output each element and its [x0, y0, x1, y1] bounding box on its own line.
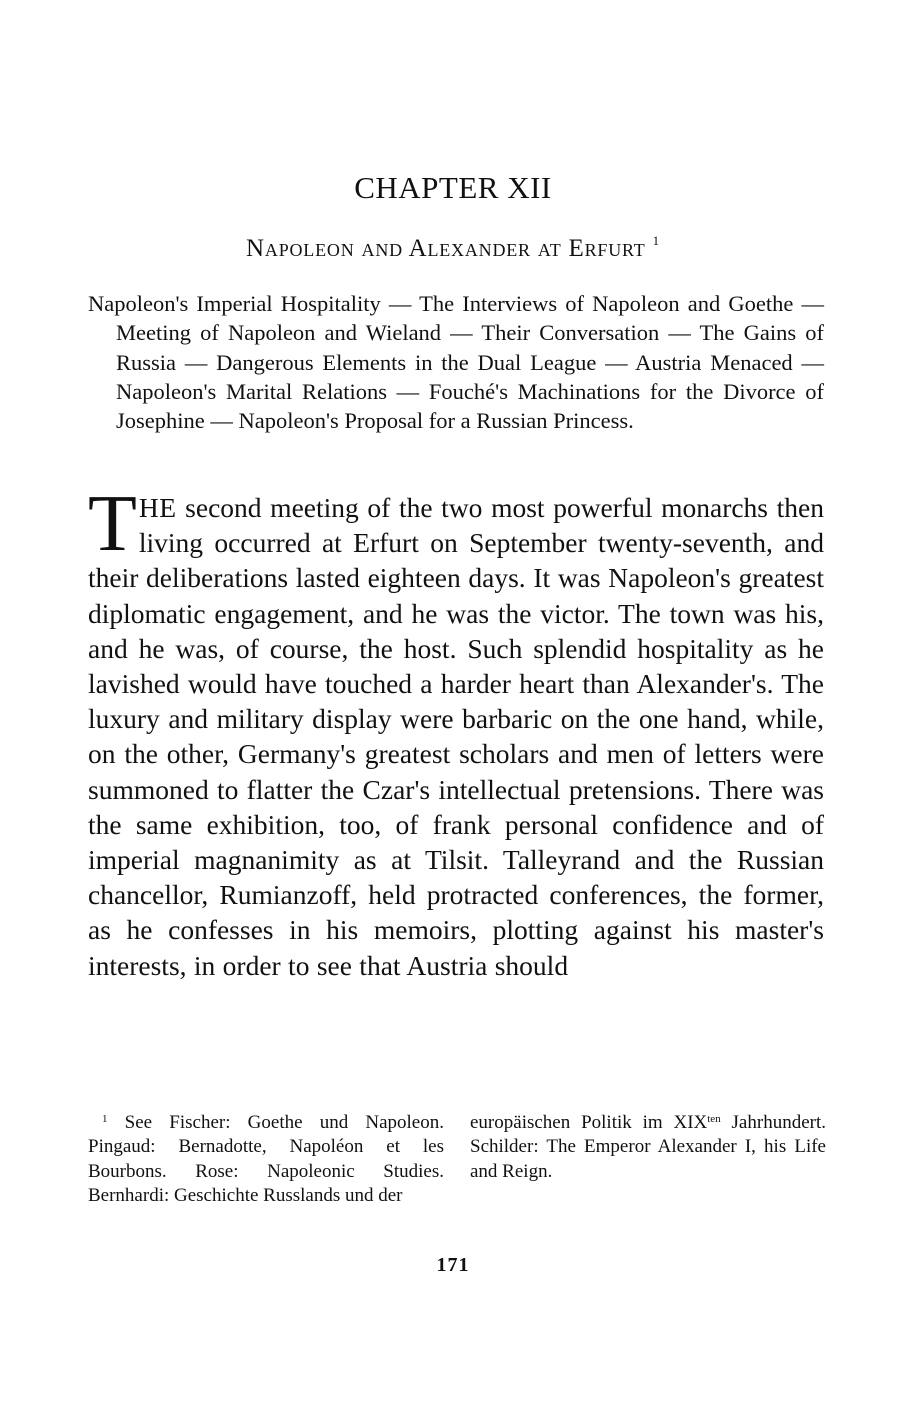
paragraph-text: second meeting of the two most powerful monarchs then living occurred at Erfurt on September twenty-seventh, and their deliberations lasted eighteen days. It was Napoleon's greatest diplomatic engagement, and he was the victor. The town was his, and he was, of course, the host. Such splendid hospitality as he lavished would have touched a harder heart than Alexander's. The luxury and military display were barbaric on the one hand, while, on the other, Germany's greatest scholars and men of letters were summoned to flatter the Czar's intellectual pretensions. There was the same exhibition, too, of frank personal confidence and of imperial magnanimity as at Tilsit. Talleyrand and the Russian chancellor, Rumianzoff, held protracted conferences, the former, as he confesses in his memoirs, plotting against his master's interests, in order to see that Austria should	[88, 492, 824, 981]
footnotes	[88, 1107, 826, 1209]
chapter-title: CHAPTER XII	[354, 170, 552, 205]
chapter-subtitle	[0, 233, 900, 263]
footnote-reference: 1	[652, 233, 660, 248]
drop-cap: T	[88, 480, 137, 568]
footnote-right-text-a: europäischen Politik im XIX	[470, 1112, 708, 1133]
footnote-left-text: See Fischer: Goethe und Napoleon. Pingaud: Bernadotte, Napoléon et les Bourbons. Rose: Napoleonic Studies. Bernhardi: Geschichte Russlands und der	[88, 1112, 444, 1207]
footnote-superscript: ten	[707, 1113, 721, 1125]
footnote-right-text-b: Jahrhundert. Schilder: The Emperor Alexander I, his Life and Reign.	[470, 1112, 826, 1182]
footnote-left-column	[88, 1107, 444, 1209]
body-paragraph	[88, 480, 824, 983]
footnote-marker: 1	[102, 1113, 108, 1125]
chapter-subtitle-text: Napoleon and Alexander at Erfurt	[246, 235, 646, 262]
chapter-synopsis: Napoleon's Imperial Hospitality — The Interviews of Napoleon and Goethe — Meeting of Napoleon and Wieland — Their Conversation — The Gains of Russia — Dangerous Elements in the Dual League — Austria Menaced — Napoleon's Marital Relations — Fouché's Machinations for the Divorce of Josephine — Napoleon's Proposal for a Russian Princess.	[88, 291, 824, 434]
footnote-right-column	[470, 1107, 826, 1209]
first-word-rest: HE	[138, 492, 177, 523]
page-number: 171	[436, 1254, 470, 1276]
